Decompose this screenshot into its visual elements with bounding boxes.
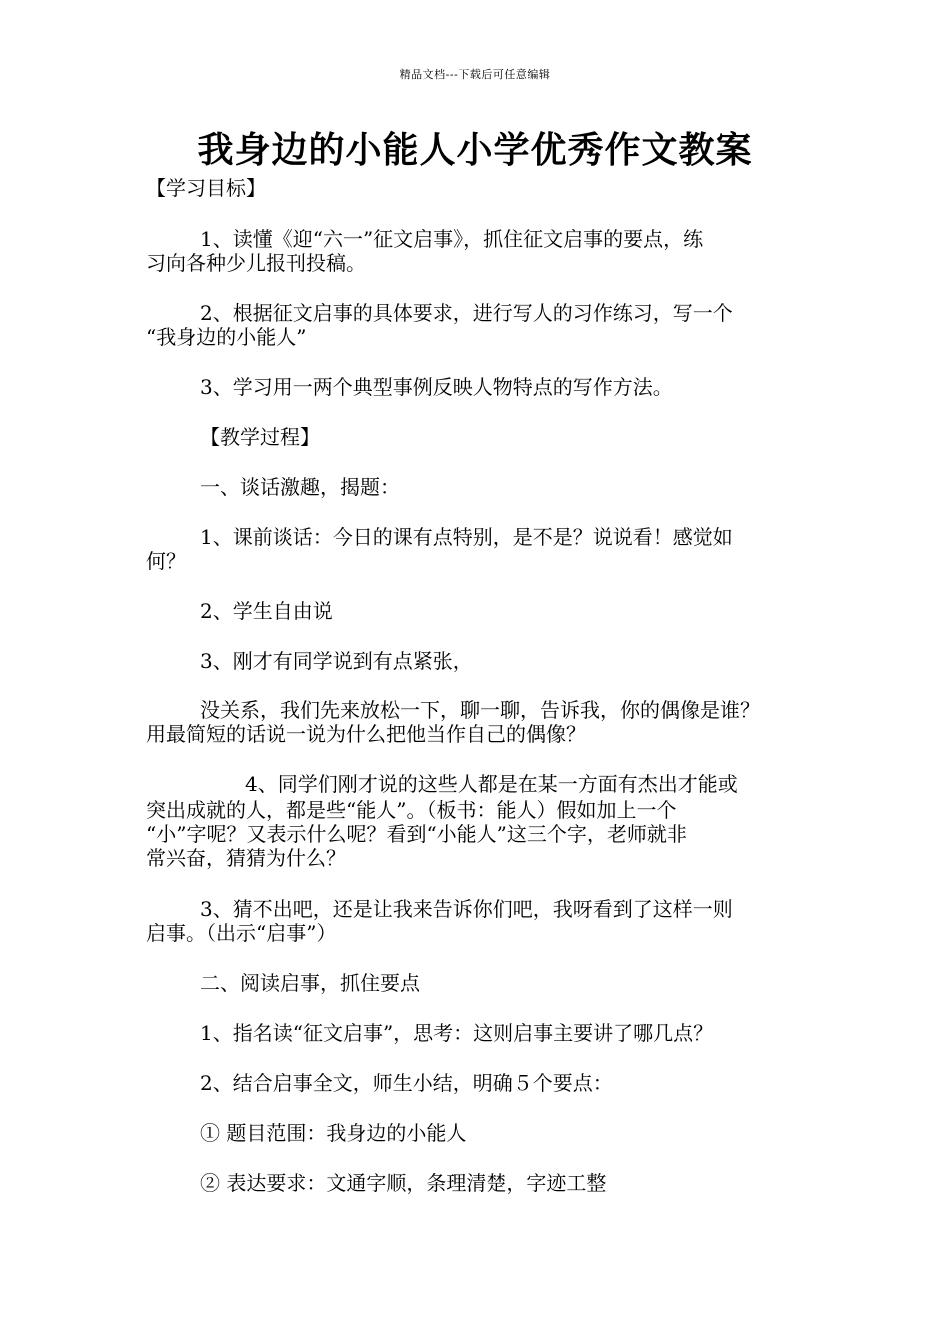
paragraph-line: 2、根据征文启事的具体要求，进行写人的习作练习，写一个 bbox=[200, 301, 733, 325]
list-item: ② 表达要求：文通字顺，条理清楚，字迹工整 bbox=[200, 1171, 607, 1195]
paragraph-line: 1、读懂《迎“六一”征文启事》，抓住征文启事的要点，练 bbox=[200, 227, 704, 251]
page-header-note: 精品文档---下载后可任意编辑 bbox=[399, 68, 551, 81]
list-item: ① 题目范围：我身边的小能人 bbox=[200, 1121, 467, 1145]
section-heading-process: 【教学过程】 bbox=[200, 425, 320, 449]
paragraph-line: 2、学生自由说 bbox=[200, 599, 333, 623]
section-heading-reading: 二、阅读启事，抓住要点 bbox=[200, 971, 420, 995]
paragraph-line: 3、猜不出吧，还是让我来告诉你们吧，我呀看到了这样一则 bbox=[200, 897, 733, 921]
section-heading-goals: 【学习目标】 bbox=[146, 176, 266, 200]
paragraph-line: 习向各种少儿报刊投稿。 bbox=[146, 251, 366, 275]
paragraph-line: 常兴奋，猜猜为什么？ bbox=[146, 846, 346, 870]
paragraph-line: 没关系，我们先来放松一下，聊一聊，告诉我，你的偶像是谁？ bbox=[200, 698, 760, 722]
paragraph-line: 2、结合启事全文，师生小结，明确５个要点： bbox=[200, 1071, 613, 1095]
document-title: 我身边的小能人小学优秀作文教案 bbox=[197, 129, 753, 171]
paragraph-line: 1、指名读“征文启事”，思考：这则启事主要讲了哪几点？ bbox=[200, 1021, 714, 1045]
paragraph-line: 3、刚才有同学说到有点紧张， bbox=[200, 649, 473, 673]
paragraph-line: 3、学习用一两个典型事例反映人物特点的写作方法。 bbox=[200, 375, 673, 399]
paragraph-line: “我身边的小能人” bbox=[146, 325, 307, 349]
paragraph-line: 突出成就的人，都是些“能人”。（板书：能人）假如加上一个 bbox=[146, 798, 677, 822]
paragraph-line: 启事。（出示“启事”） bbox=[146, 921, 337, 945]
paragraph-line: 一、谈话激趣，揭题： bbox=[200, 475, 400, 499]
paragraph-line: 1、课前谈话：今日的课有点特别，是不是？说说看！感觉如 bbox=[200, 525, 733, 549]
paragraph-line: “小”字呢？又表示什么呢？看到“小能人”这三个字，老师就非 bbox=[146, 822, 687, 846]
paragraph-line: 4、同学们刚才说的这些人都是在某一方面有杰出才能或 bbox=[245, 772, 738, 796]
paragraph-line: 用最简短的话说一说为什么把他当作自己的偶像？ bbox=[146, 722, 586, 746]
paragraph-line: 何？ bbox=[146, 549, 186, 573]
